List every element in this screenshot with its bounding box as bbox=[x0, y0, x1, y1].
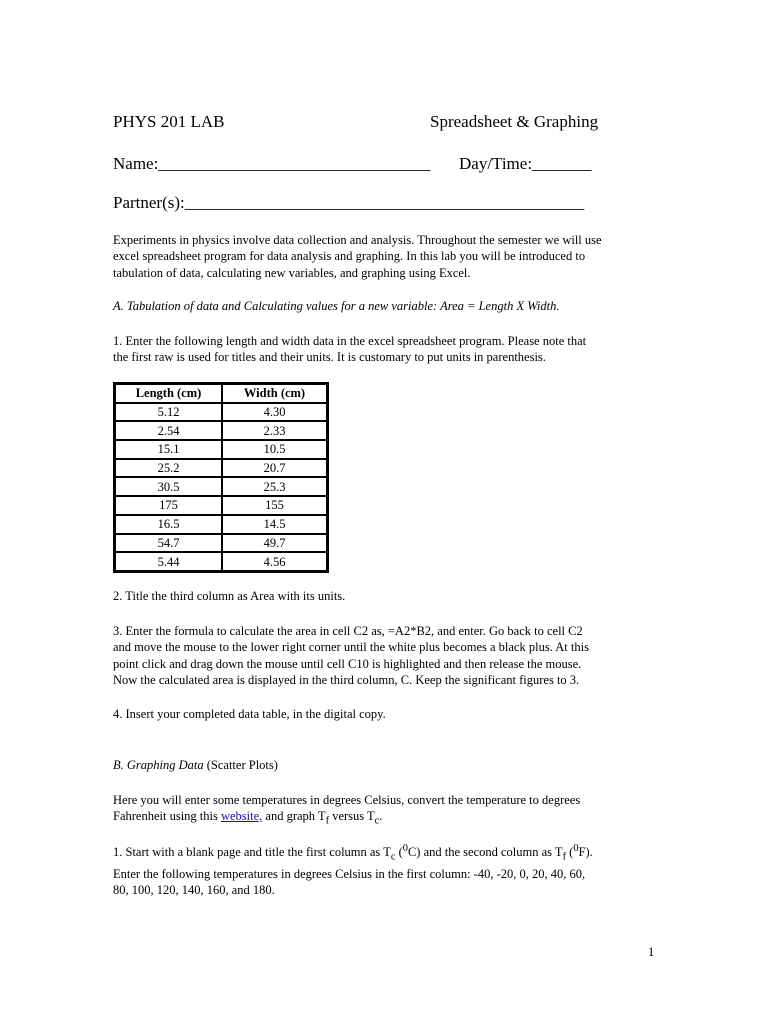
part-b-step-1: 1. Start with a blank page and title the first column as $T_c$ ($^0$C) and the second column as $T_f$ ($^0$F). Enter the following temperatures in degrees Celsius in the first column: -40, -20, 0, 20, 40, 60, 80, 100, 120, 140, 160, and 180. bbox=[113, 843, 593, 898]
table-row bbox=[115, 515, 327, 534]
column-header-length: Length (cm) bbox=[115, 384, 222, 403]
table-row bbox=[115, 496, 327, 515]
table-header-row bbox=[115, 384, 327, 403]
step-3-line: point click and drag down the mouse until cell C10 is highlighted and then release the mouse. bbox=[113, 656, 582, 671]
table-row bbox=[115, 440, 327, 459]
width-cell: 4.30 bbox=[222, 403, 327, 422]
width-cell: 49.7 bbox=[222, 534, 327, 553]
length-cell: 16.5 bbox=[115, 515, 222, 534]
length-cell: 30.5 bbox=[115, 477, 222, 496]
lab-title: Spreadsheet & Graphing bbox=[430, 112, 599, 131]
column-header-width: Width (cm) bbox=[222, 384, 327, 403]
table-row bbox=[115, 403, 327, 422]
intro-line: excel spreadsheet program for data analysis and graphing. In this lab you will be introduced to bbox=[113, 249, 586, 264]
table-row bbox=[115, 459, 327, 478]
step-2-paragraph: 2. Title the third column as Area with its units. bbox=[113, 589, 346, 603]
table-row bbox=[115, 552, 327, 571]
daytime-field: Day/Time:_______ bbox=[459, 154, 592, 173]
width-cell: 20.7 bbox=[222, 459, 327, 478]
length-cell: 15.1 bbox=[115, 440, 222, 459]
step-3-line: 3. Enter the formula to calculate the area in cell C2 as, =A2*B2, and enter. Go back to cell C2 bbox=[113, 624, 583, 638]
length-cell: 54.7 bbox=[115, 534, 222, 553]
course-title: PHYS 201 LAB bbox=[113, 112, 225, 131]
length-width-table bbox=[113, 382, 329, 573]
step-1-line: the first raw is used for titles and their units. It is customary to put units in parenthesis. bbox=[113, 350, 546, 365]
width-cell: 14.5 bbox=[222, 515, 327, 534]
partners-field: Partner(s):_______________________________________________ bbox=[113, 193, 585, 212]
table-row bbox=[115, 534, 327, 553]
page-number: 1 bbox=[648, 945, 655, 959]
table-row bbox=[115, 421, 327, 440]
width-cell: 10.5 bbox=[222, 440, 327, 459]
length-cell: 25.2 bbox=[115, 459, 222, 478]
width-cell: 155 bbox=[222, 496, 327, 515]
website-link[interactable]: website, bbox=[220, 809, 263, 824]
width-cell: 4.56 bbox=[222, 552, 327, 571]
intro-line: Experiments in physics involve data collection and analysis. Throughout the semester we will use bbox=[113, 233, 602, 247]
step-3-line: and move the mouse to the lower right corner until the white plus becomes a black plus. At this bbox=[113, 640, 589, 655]
step-3-paragraph bbox=[113, 623, 589, 688]
section-a-heading: A. Tabulation of data and Calculating values for a new variable: Area = Length X Width. bbox=[113, 299, 560, 313]
name-field: Name:________________________________ bbox=[113, 154, 431, 173]
length-cell: 2.54 bbox=[115, 421, 222, 440]
intro-paragraph bbox=[113, 232, 602, 281]
part-b-intro: Here you will enter some temperatures in degrees Celsius, convert the temperature to degrees Fahrenheit using this website, and graph $T_f$ versus $T_c$. bbox=[113, 793, 581, 827]
step-1-line: 1. Enter the following length and width data in the excel spreadsheet program. Please note that bbox=[113, 334, 587, 348]
step-1-paragraph bbox=[113, 333, 586, 366]
data-table-wrapper bbox=[113, 382, 329, 573]
length-cell: 175 bbox=[115, 496, 222, 515]
step-3-line: Now the calculated area is displayed in the third column, C. Keep the significant figures to 3. bbox=[113, 672, 580, 687]
section-b-heading: B. Graphing Data (Scatter Plots) bbox=[113, 758, 278, 772]
length-cell: 5.12 bbox=[115, 403, 222, 422]
width-cell: 25.3 bbox=[222, 477, 327, 496]
length-cell: 5.44 bbox=[115, 552, 222, 571]
intro-line: tabulation of data, calculating new variables, and graphing using Excel. bbox=[113, 265, 471, 280]
width-cell: 2.33 bbox=[222, 421, 327, 440]
step-4-paragraph: 4. Insert your completed data table, in the digital copy. bbox=[113, 707, 386, 721]
table-row bbox=[115, 477, 327, 496]
